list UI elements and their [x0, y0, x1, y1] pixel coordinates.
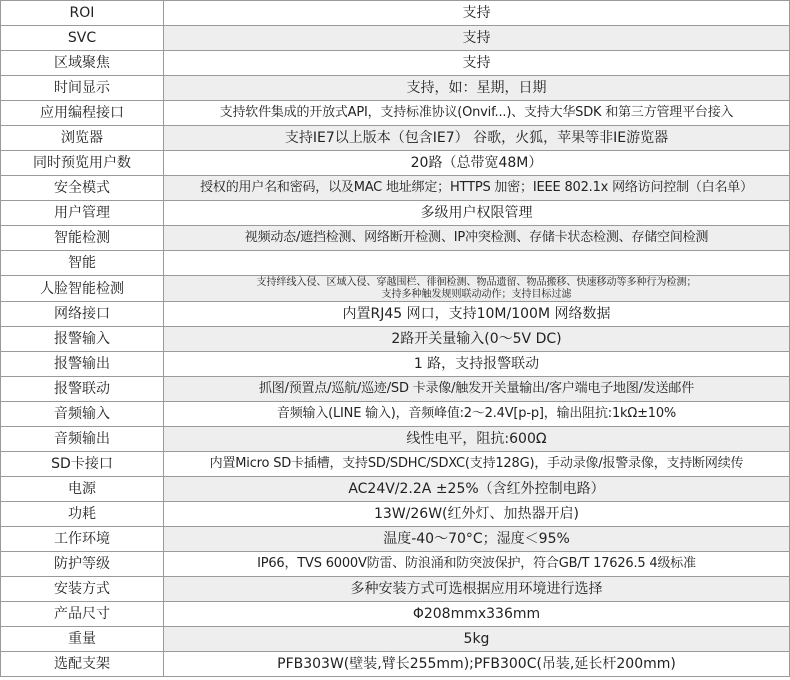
spec-row-sd-card — [1, 452, 790, 477]
spec-row-preview-users — [1, 151, 790, 176]
spec-label: 音频输出 — [1, 427, 164, 452]
spec-row-face-detection — [1, 276, 790, 302]
spec-row-environment — [1, 527, 790, 552]
spec-value: 1 路，支持报警联动 — [164, 352, 790, 377]
spec-row-alarm-linkage — [1, 377, 790, 402]
spec-row-protection — [1, 552, 790, 577]
spec-value: 线性电平，阻抗:600Ω — [164, 427, 790, 452]
spec-label: 人脸智能检测 — [1, 276, 164, 302]
spec-row-installation — [1, 577, 790, 602]
spec-label: 音频输入 — [1, 402, 164, 427]
spec-row-audio-output — [1, 427, 790, 452]
spec-value: IP66，TVS 6000V防雷、防浪涌和防突波保护，符合GB/T 17626.5 4级标准 — [164, 552, 790, 577]
spec-label: 重量 — [1, 627, 164, 652]
spec-value: 支持 — [164, 1, 790, 26]
spec-row-smart-detection — [1, 226, 790, 251]
spec-label: 区域聚焦 — [1, 51, 164, 76]
spec-row-time-display — [1, 76, 790, 101]
spec-row-power-consumption — [1, 502, 790, 527]
spec-value-line: 支持绊线入侵、区域入侵、穿越围栏、徘徊检测、物品遗留、物品搬移、快速移动等多种行为检测； — [256, 277, 697, 288]
spec-value: PFB303W(壁装,臂长255mm);PFB300C(吊装,延长杆200mm) — [164, 652, 790, 677]
spec-label: 电源 — [1, 477, 164, 502]
spec-value: 20路（总带宽48M） — [164, 151, 790, 176]
spec-label: SVC — [1, 26, 164, 51]
spec-label: 智能 — [1, 251, 164, 276]
spec-value: 抓图/预置点/巡航/巡迹/SD 卡录像/触发开关量输出/客户端电子地图/发送邮件 — [164, 377, 790, 402]
spec-value: 支持软件集成的开放式API，支持标准协议(Onvif...)、支持大华SDK 和第三方管理平台接入 — [164, 101, 790, 126]
spec-value-line: 支持多种触发规则联动动作；支持目标过滤 — [381, 289, 572, 300]
spec-label: 安全模式 — [1, 176, 164, 201]
spec-row-network-interface — [1, 302, 790, 327]
spec-label: 防护等级 — [1, 552, 164, 577]
spec-value: 内置Micro SD卡插槽，支持SD/SDHC/SDXC(支持128G)，手动录像/报警录像，支持断网续传 — [164, 452, 790, 477]
spec-value — [164, 251, 790, 276]
spec-value: 授权的用户名和密码，以及MAC 地址绑定；HTTPS 加密；IEEE 802.1x 网络访问控制（白名单） — [164, 176, 790, 201]
spec-value: 音频输入(LINE 输入)，音频峰值:2～2.4V[p-p]，输出阻抗:1kΩ±10% — [164, 402, 790, 427]
spec-row-weight — [1, 627, 790, 652]
spec-label: 产品尺寸 — [1, 602, 164, 627]
spec-label: ROI — [1, 1, 164, 26]
spec-value: 13W/26W(红外灯、加热器开启) — [164, 502, 790, 527]
spec-label: 安装方式 — [1, 577, 164, 602]
spec-row-roi — [1, 1, 790, 26]
spec-row-dimensions — [1, 602, 790, 627]
spec-row-svc — [1, 26, 790, 51]
spec-value-multiline — [164, 276, 790, 302]
spec-value: 多级用户权限管理 — [164, 201, 790, 226]
spec-label: 应用编程接口 — [1, 101, 164, 126]
spec-row-smart — [1, 251, 790, 276]
spec-row-alarm-input — [1, 327, 790, 352]
spec-value: 支持 — [164, 51, 790, 76]
spec-label: 智能检测 — [1, 226, 164, 251]
spec-value: 支持 — [164, 26, 790, 51]
spec-value: 5kg — [164, 627, 790, 652]
spec-row-api — [1, 101, 790, 126]
spec-label: 报警输出 — [1, 352, 164, 377]
spec-value: 视频动态/遮挡检测、网络断开检测、IP冲突检测、存储卡状态检测、存储空间检测 — [164, 226, 790, 251]
spec-label: 浏览器 — [1, 126, 164, 151]
spec-label: 功耗 — [1, 502, 164, 527]
spec-row-audio-input — [1, 402, 790, 427]
spec-row-alarm-output — [1, 352, 790, 377]
spec-label: SD卡接口 — [1, 452, 164, 477]
spec-label: 工作环境 — [1, 527, 164, 552]
spec-row-user-management — [1, 201, 790, 226]
spec-row-browser — [1, 126, 790, 151]
spec-value: 2路开关量输入(0～5V DC) — [164, 327, 790, 352]
spec-row-security-mode — [1, 176, 790, 201]
spec-value: AC24V/2.2A ±25%（含红外控制电路） — [164, 477, 790, 502]
spec-row-bracket — [1, 652, 790, 677]
spec-value: 支持，如：星期，日期 — [164, 76, 790, 101]
spec-label: 选配支架 — [1, 652, 164, 677]
spec-label: 报警联动 — [1, 377, 164, 402]
spec-value: Φ208mmx336mm — [164, 602, 790, 627]
spec-row-power — [1, 477, 790, 502]
spec-value: 支持IE7以上版本（包含IE7） 谷歌，火狐，苹果等非IE游览器 — [164, 126, 790, 151]
spec-label: 报警输入 — [1, 327, 164, 352]
spec-label: 时间显示 — [1, 76, 164, 101]
spec-value: 温度-40～70°C；湿度＜95% — [164, 527, 790, 552]
spec-value: 内置RJ45 网口，支持10M/100M 网络数据 — [164, 302, 790, 327]
spec-value: 多种安装方式可选根据应用环境进行选择 — [164, 577, 790, 602]
spec-label: 同时预览用户数 — [1, 151, 164, 176]
spec-row-region-focus — [1, 51, 790, 76]
spec-label: 用户管理 — [1, 201, 164, 226]
spec-label: 网络接口 — [1, 302, 164, 327]
